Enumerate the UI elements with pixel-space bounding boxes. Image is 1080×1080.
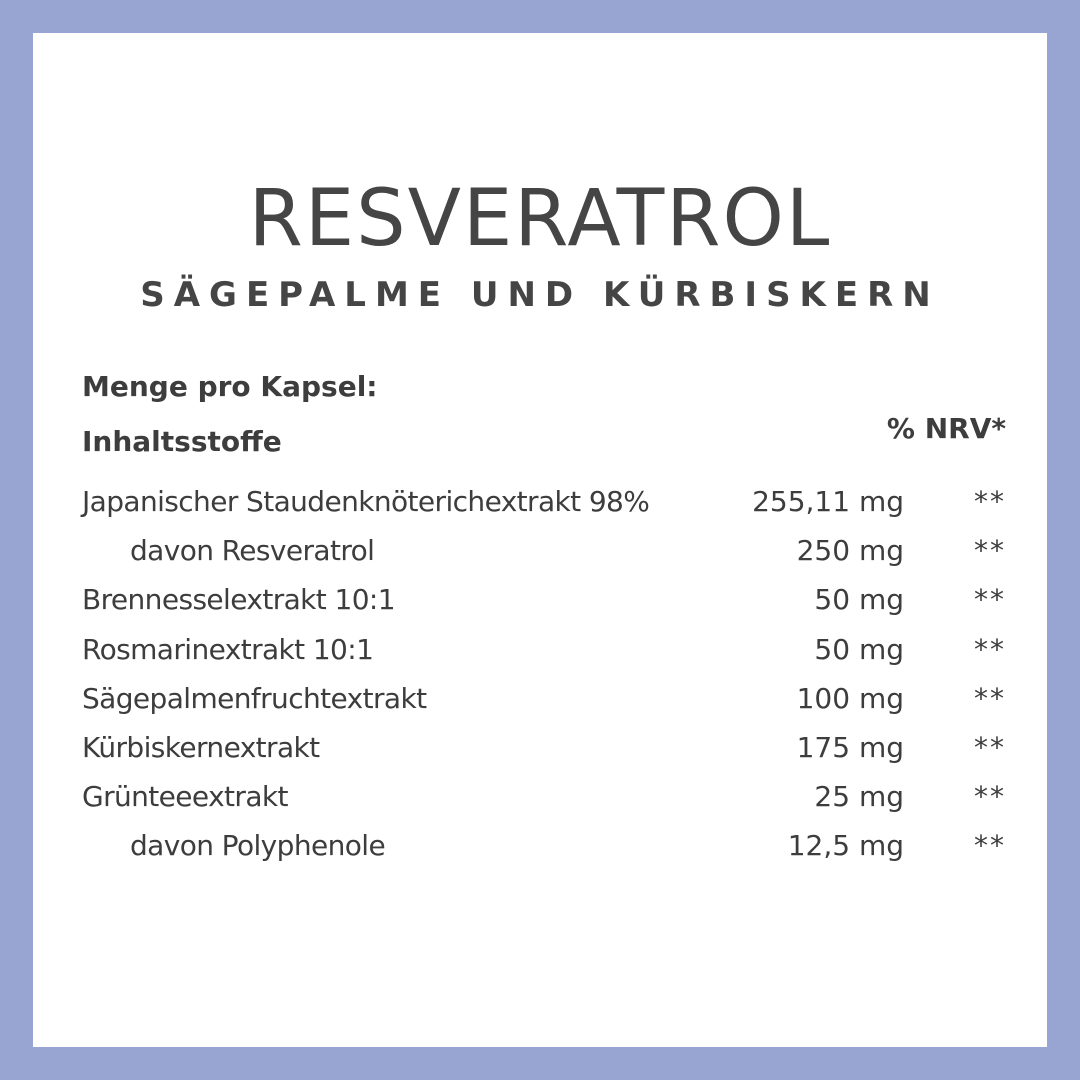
ingredient-nrv: ** (974, 632, 1006, 666)
ingredient-nrv: ** (974, 534, 1006, 568)
ingredient-name: davon Resveratrol (130, 534, 375, 568)
ingredient-nrv: ** (974, 780, 1006, 814)
ingredient-nrv: ** (974, 485, 1006, 518)
ingredient-name: Rosmarinextrakt 10:1 (82, 632, 374, 666)
ingredient-name: Brennesselextrakt 10:1 (82, 583, 395, 617)
ingredient-amount: 50 mg (814, 632, 904, 666)
ingredient-name: Kürbiskernextrakt (82, 730, 320, 764)
table-row (33, 578, 1047, 627)
ingredient-amount: 255,11 mg (752, 485, 904, 518)
ingredient-nrv: ** (974, 681, 1006, 715)
ingredient-nrv: ** (974, 730, 1006, 764)
serving-label: Menge pro Kapsel: (82, 370, 378, 403)
ingredient-name: Japanischer Staudenknöterichextrakt 98% (82, 485, 650, 518)
ingredient-amount: 12,5 mg (787, 829, 904, 863)
table-row (33, 677, 1047, 726)
ingredients-header: Inhaltsstoffe (82, 425, 282, 458)
table-row (33, 775, 1047, 824)
ingredient-amount: 25 mg (814, 780, 904, 814)
table-row (33, 726, 1047, 775)
ingredient-amount: 175 mg (796, 730, 904, 764)
table-row (33, 628, 1047, 677)
page-subtitle: SÄGEPALME UND KÜRBISKERN (140, 275, 940, 315)
table-row (33, 480, 1047, 529)
content-card (33, 33, 1047, 1047)
ingredient-nrv: ** (974, 583, 1006, 617)
ingredient-table (33, 480, 1047, 874)
nrv-header: % NRV* (886, 412, 1006, 445)
table-row (33, 529, 1047, 578)
ingredient-amount: 100 mg (796, 681, 904, 715)
table-row (33, 824, 1047, 873)
page-title: RESVERATROL (248, 174, 832, 264)
ingredient-name: Grünteeextrakt (82, 780, 288, 814)
ingredient-name: davon Polyphenole (130, 829, 386, 863)
ingredient-amount: 50 mg (814, 583, 904, 617)
ingredient-amount: 250 mg (796, 534, 904, 568)
ingredient-name: Sägepalmenfruchtextrakt (82, 681, 427, 715)
ingredient-nrv: ** (974, 829, 1006, 863)
